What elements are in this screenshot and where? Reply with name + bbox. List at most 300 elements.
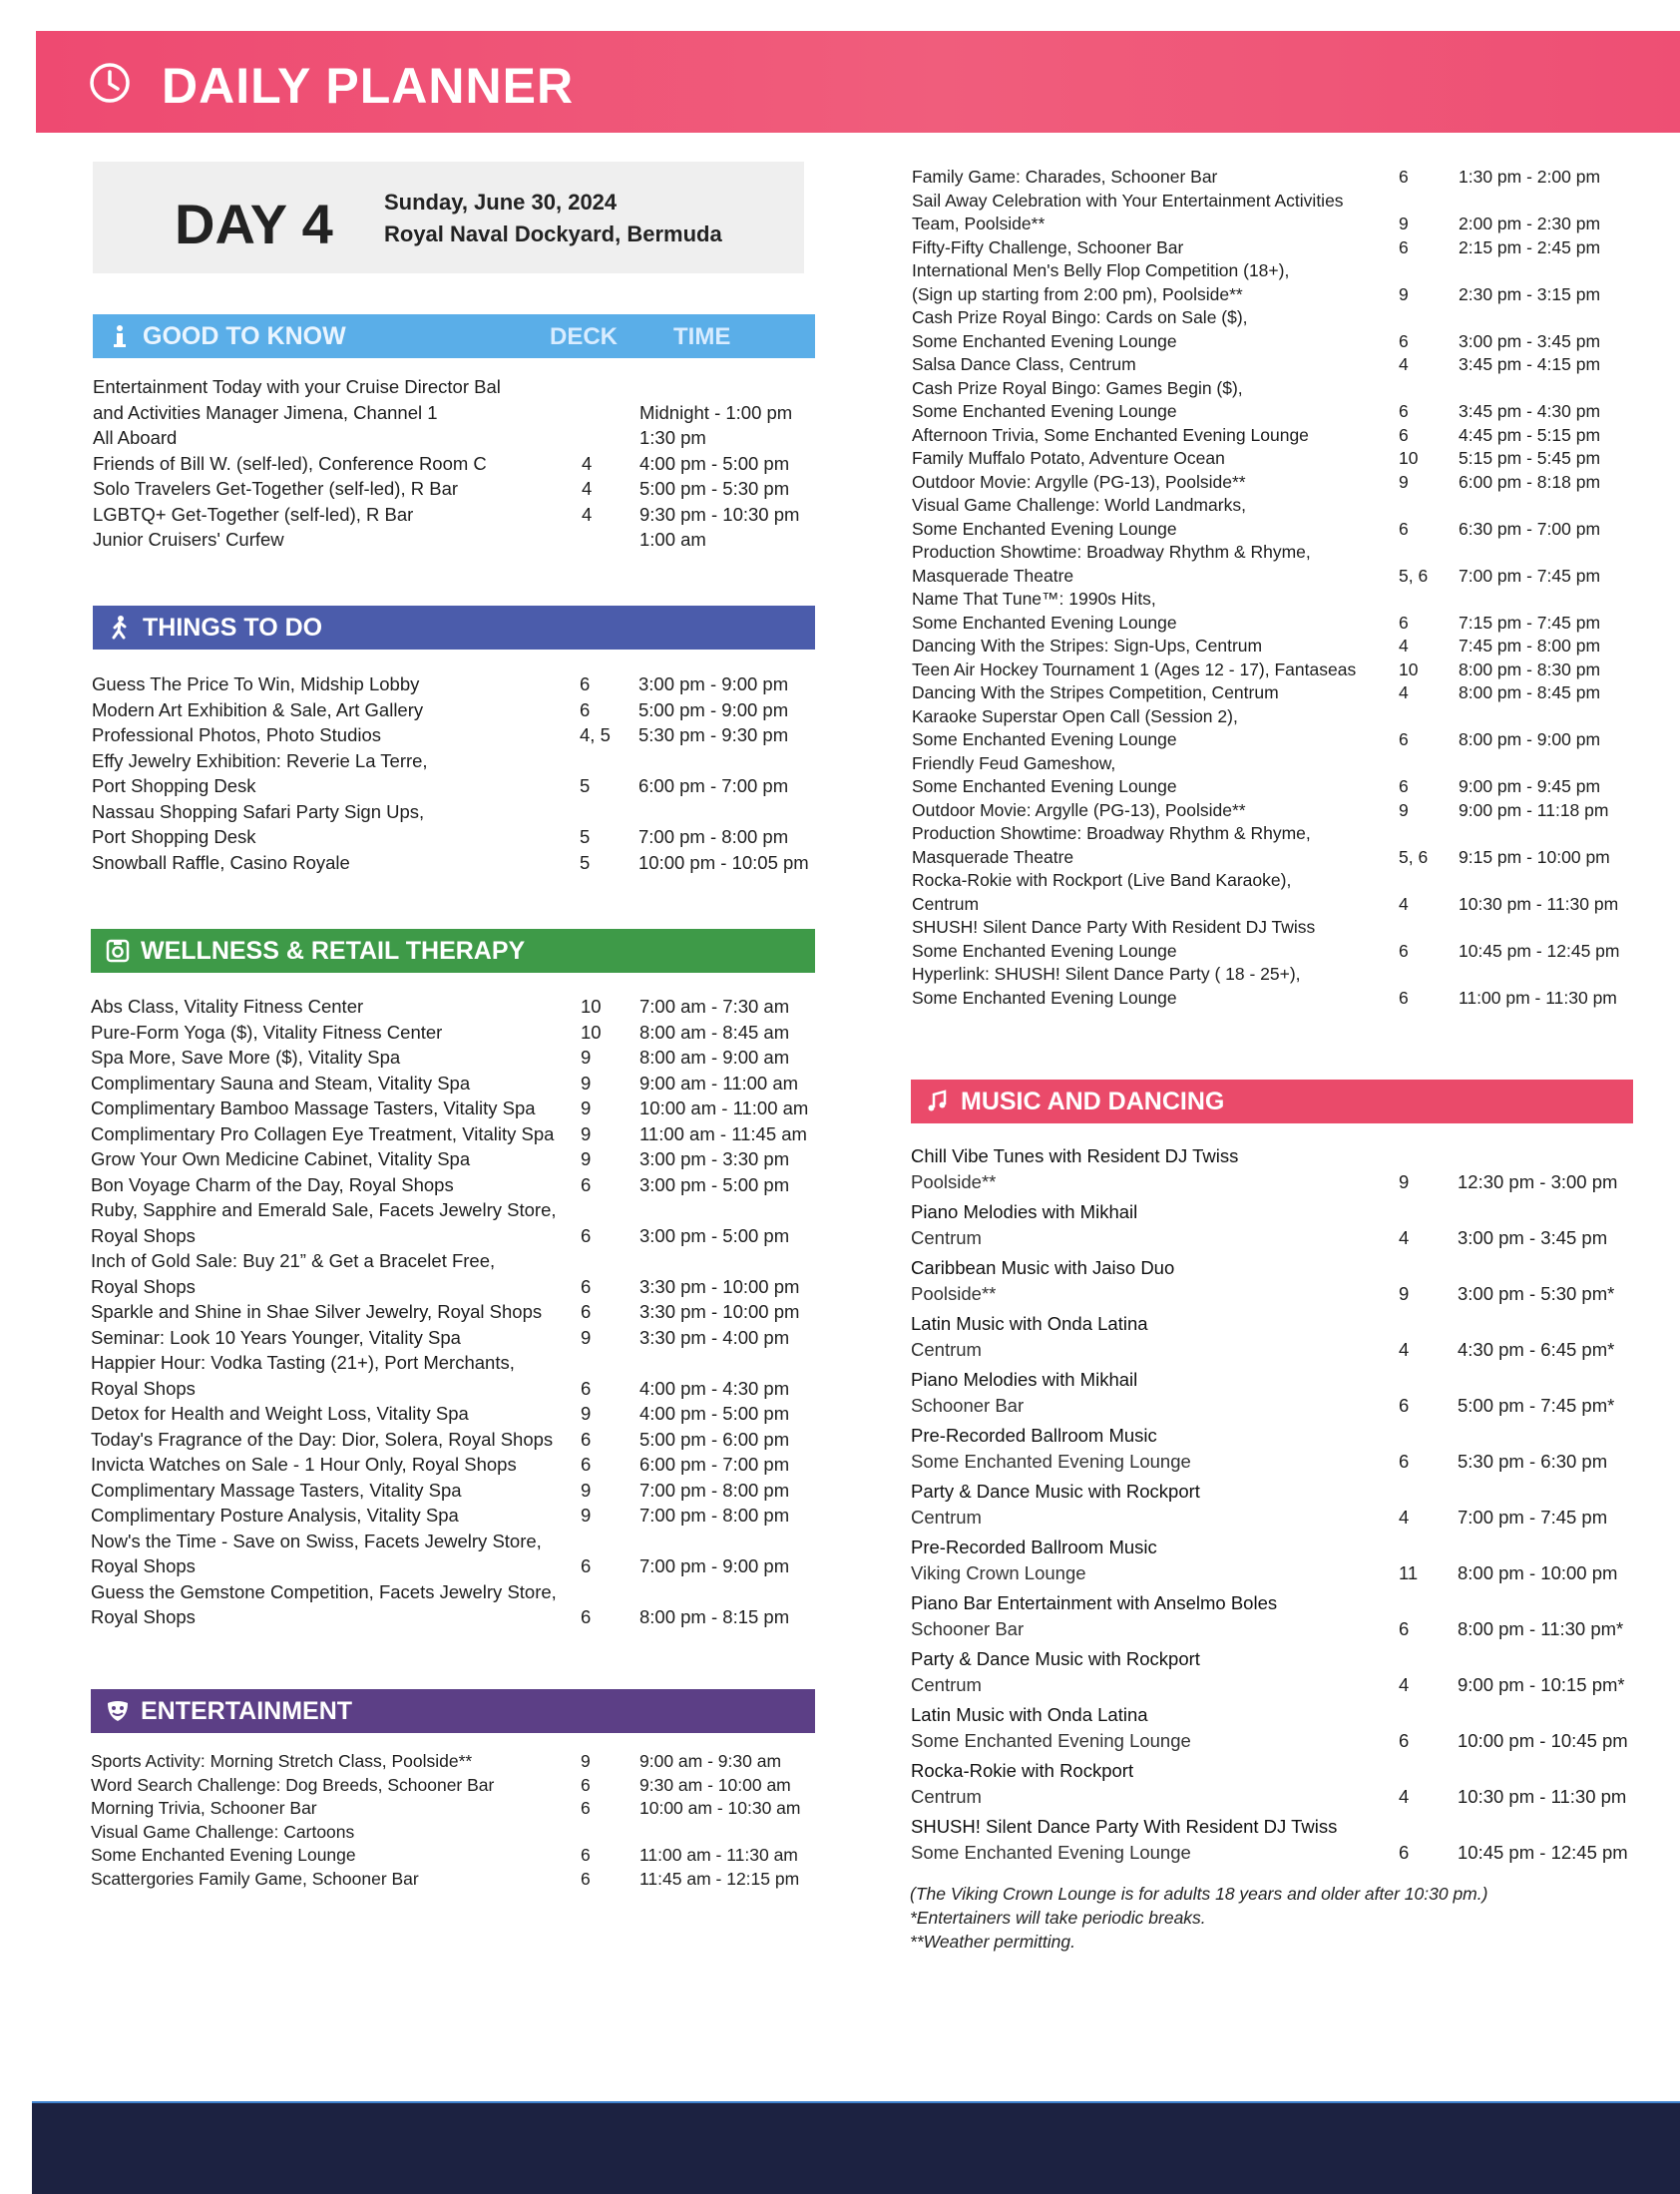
- schedule-row: [912, 471, 1630, 495]
- event-time: 10:45 pm - 12:45 pm: [1458, 1841, 1628, 1863]
- deck-number: 6: [581, 1606, 592, 1627]
- event-title: Cash Prize Royal Bingo: Games Begin ($),: [912, 377, 1243, 398]
- schedule-row: [92, 799, 814, 850]
- schedule-row: [911, 1758, 1633, 1809]
- deck-number: 9: [581, 1047, 592, 1068]
- clock-icon: [88, 61, 132, 105]
- schedule-row: [91, 1020, 815, 1046]
- schedule-row: [911, 1590, 1633, 1641]
- event-title: Dancing With the Stripes: Sign-Ups, Centrum: [912, 636, 1263, 656]
- event-title: Piano Bar Entertainment with Anselmo Boles: [911, 1592, 1278, 1613]
- event-location: Royal Shops: [91, 1377, 196, 1399]
- event-time: 10:45 pm - 12:45 pm: [1459, 940, 1620, 961]
- section-title: THINGS TO DO: [143, 613, 323, 642]
- event-time: 10:00 am - 10:30 am: [639, 1798, 801, 1818]
- deck-number: 4: [1399, 1673, 1410, 1695]
- event-time: 3:30 pm - 10:00 pm: [639, 1275, 800, 1297]
- event-title: Detox for Health and Weight Loss, Vitality Spa: [91, 1403, 469, 1424]
- schedule-row: [91, 1401, 815, 1427]
- deck-number: 9: [581, 1148, 592, 1169]
- schedule-row: [91, 1045, 815, 1071]
- event-time: 5:00 pm - 5:30 pm: [639, 478, 790, 499]
- event-time: 6:00 pm - 7:00 pm: [638, 775, 789, 796]
- event-location: Some Enchanted Evening Lounge: [912, 776, 1177, 796]
- deck-number: 6: [1399, 518, 1409, 539]
- schedule-row: [91, 1797, 815, 1821]
- deck-number: 9: [581, 1122, 592, 1144]
- event-location: Some Enchanted Evening Lounge: [911, 1841, 1191, 1863]
- event-title: Salsa Dance Class, Centrum: [912, 354, 1136, 374]
- event-title: Pre-Recorded Ballroom Music: [911, 1536, 1157, 1557]
- deck-number: 6: [581, 1774, 591, 1795]
- event-location: Schooner Bar: [911, 1394, 1025, 1416]
- day-date: Sunday, June 30, 2024: [384, 190, 618, 215]
- event-title: Rocka-Rokie with Rockport (Live Band Karaoke),: [912, 870, 1292, 890]
- event-location: Some Enchanted Evening Lounge: [912, 401, 1177, 421]
- deck-number: 6: [581, 1454, 592, 1475]
- schedule-row: [912, 259, 1630, 306]
- masks-icon: [105, 1698, 131, 1724]
- deck-number: 6: [1399, 167, 1409, 187]
- deck-number: 4: [582, 478, 593, 499]
- schedule-row: [911, 1255, 1633, 1306]
- event-time: 8:00 pm - 9:00 pm: [1459, 729, 1601, 749]
- event-location: Royal Shops: [91, 1224, 196, 1246]
- schedule-row: [92, 722, 814, 748]
- event-time: 8:00 am - 9:00 am: [639, 1047, 790, 1068]
- schedule-row: [911, 1814, 1633, 1865]
- schedule-row: [912, 588, 1630, 635]
- event-location: Masquerade Theatre: [912, 846, 1074, 867]
- event-title: Professional Photos, Photo Studios: [92, 724, 382, 745]
- schedule-row: [912, 424, 1630, 448]
- deck-number: 6: [581, 1377, 592, 1399]
- entertainment-list: [91, 1750, 815, 1891]
- event-time: 3:00 pm - 3:30 pm: [639, 1148, 790, 1169]
- day-number: DAY 4: [175, 193, 333, 255]
- deck-column-label: DECK: [550, 323, 619, 350]
- event-time: 8:00 pm - 8:45 pm: [1459, 682, 1601, 702]
- event-time: 5:30 pm - 9:30 pm: [638, 724, 789, 745]
- schedule-row: [912, 822, 1630, 869]
- event-title: Outdoor Movie: Argylle (PG-13), Poolside**: [912, 799, 1246, 820]
- event-title: Spa More, Save More ($), Vitality Spa: [91, 1047, 401, 1068]
- event-time: 2:00 pm - 2:30 pm: [1459, 214, 1601, 233]
- deck-number: 4: [1399, 354, 1409, 374]
- event-time: 10:30 pm - 11:30 pm: [1458, 1785, 1627, 1807]
- deck-number: 6: [581, 1428, 592, 1450]
- event-time: 3:45 pm - 4:15 pm: [1459, 354, 1601, 374]
- deck-number: 9: [581, 1326, 592, 1348]
- deck-number: 6: [1399, 940, 1409, 961]
- event-time: 11:45 am - 12:15 pm: [639, 1868, 800, 1889]
- event-title: Party & Dance Music with Rockport: [911, 1481, 1200, 1502]
- event-title: Friendly Feud Gameshow,: [912, 752, 1116, 773]
- event-title: Cash Prize Royal Bingo: Cards on Sale ($),: [912, 307, 1248, 327]
- event-title: Complimentary Sauna and Steam, Vitality Spa: [91, 1072, 471, 1094]
- deck-number: 6: [1399, 1729, 1410, 1751]
- event-time: 10:00 pm - 10:05 pm: [638, 851, 809, 873]
- deck-number: 9: [581, 1072, 592, 1094]
- event-title: Latin Music with Onda Latina: [911, 1704, 1148, 1725]
- event-title: Scattergories Family Game, Schooner Bar: [91, 1868, 419, 1889]
- deck-number: 9: [581, 1479, 592, 1501]
- schedule-row: [912, 752, 1630, 799]
- event-title: Chill Vibe Tunes with Resident DJ Twiss: [911, 1145, 1239, 1166]
- footnote: (The Viking Crown Lounge is for adults 18 years and older after 10:30 pm.): [910, 1884, 1488, 1904]
- schedule-row: [91, 994, 815, 1020]
- deck-number: 4: [1399, 682, 1409, 702]
- schedule-row: [912, 963, 1630, 1010]
- deck-number: 9: [1399, 1170, 1410, 1192]
- schedule-row: [911, 1423, 1633, 1474]
- event-location: Viking Crown Lounge: [911, 1561, 1086, 1583]
- deck-number: 6: [1399, 236, 1409, 257]
- schedule-row: [91, 1071, 815, 1097]
- event-time: 5:00 pm - 6:00 pm: [639, 1428, 790, 1450]
- schedule-row: [911, 1702, 1633, 1753]
- event-location: Port Shopping Desk: [92, 826, 256, 847]
- schedule-row: [91, 1503, 815, 1529]
- event-title: Fifty-Fifty Challenge, Schooner Bar: [912, 236, 1184, 257]
- deck-number: 4: [582, 503, 593, 525]
- schedule-row: [91, 1750, 815, 1774]
- header-banner: [36, 31, 1680, 133]
- event-time: 4:00 pm - 5:00 pm: [639, 1403, 790, 1424]
- schedule-row: [91, 1325, 815, 1351]
- schedule-row: [912, 705, 1630, 752]
- event-location: Royal Shops: [91, 1275, 196, 1297]
- things-to-do-list: [92, 671, 814, 875]
- event-title: Caribbean Music with Jaiso Duo: [911, 1257, 1175, 1278]
- deck-number: 6: [1399, 1394, 1410, 1416]
- deck-number: 10: [1399, 658, 1419, 679]
- schedule-row: [912, 916, 1630, 963]
- deck-number: 4: [1399, 1226, 1410, 1248]
- event-title: Guess the Gemstone Competition, Facets Jewelry Store,: [91, 1580, 557, 1602]
- footnotes: [910, 1882, 1487, 1954]
- event-time: 9:00 pm - 10:15 pm*: [1458, 1673, 1625, 1695]
- event-title: Piano Melodies with Mikhail: [911, 1369, 1138, 1390]
- event-title: Grow Your Own Medicine Cabinet, Vitality Spa: [91, 1148, 471, 1169]
- event-title: Seminar: Look 10 Years Younger, Vitality Spa: [91, 1326, 461, 1348]
- deck-number: 5: [580, 851, 591, 873]
- event-location: Some Enchanted Evening Lounge: [91, 1845, 356, 1865]
- info-icon: [107, 323, 133, 349]
- music-note-icon: [925, 1089, 951, 1114]
- schedule-row: [912, 494, 1630, 541]
- event-title: Solo Travelers Get-Together (self-led), R Bar: [93, 478, 459, 499]
- event-location: Team, Poolside**: [912, 214, 1046, 233]
- event-location: Centrum: [911, 1785, 982, 1807]
- deck-number: 6: [581, 1301, 592, 1322]
- event-title: Sail Away Celebration with Your Entertainment Activities: [912, 190, 1344, 211]
- deck-number: 6: [581, 1173, 592, 1195]
- deck-number: 9: [1399, 471, 1409, 492]
- footnote: *Entertainers will take periodic breaks.: [910, 1908, 1206, 1928]
- event-time: 7:00 pm - 7:45 pm: [1459, 565, 1601, 586]
- schedule-row: [91, 1299, 815, 1325]
- schedule-row: [912, 681, 1630, 705]
- event-title: Guess The Price To Win, Midship Lobby: [92, 673, 420, 694]
- event-time: 6:00 pm - 7:00 pm: [639, 1454, 790, 1475]
- event-time: 9:30 pm - 10:30 pm: [639, 503, 800, 525]
- event-time: 1:30 pm: [639, 427, 706, 448]
- entertainment-list-continued: [912, 166, 1630, 1010]
- schedule-row: [91, 1452, 815, 1478]
- event-time: 7:15 pm - 7:45 pm: [1459, 612, 1601, 633]
- event-title: Junior Cruisers' Curfew: [93, 529, 284, 550]
- schedule-row: [91, 1248, 815, 1299]
- deck-number: 6: [1399, 987, 1409, 1008]
- deck-number: 9: [1399, 283, 1409, 304]
- deck-number: 10: [581, 1021, 602, 1043]
- event-location: Masquerade Theatre: [912, 565, 1074, 586]
- event-title: Name That Tune™: 1990s Hits,: [912, 589, 1156, 609]
- event-time: 7:00 pm - 9:00 pm: [639, 1555, 790, 1576]
- deck-number: 10: [1399, 448, 1419, 468]
- schedule-row: [91, 1821, 815, 1868]
- event-location: Some Enchanted Evening Lounge: [912, 612, 1177, 633]
- event-time: 9:30 am - 10:00 am: [639, 1774, 791, 1795]
- event-time: 4:00 pm - 5:00 pm: [639, 452, 790, 474]
- event-time: 5:00 pm - 9:00 pm: [638, 698, 789, 720]
- event-title: Inch of Gold Sale: Buy 21” & Get a Bracelet Free,: [91, 1250, 496, 1271]
- event-location: Some Enchanted Evening Lounge: [912, 330, 1177, 351]
- deck-number: 4: [1399, 893, 1409, 914]
- deck-number: 6: [1399, 729, 1409, 749]
- event-time: 3:00 pm - 5:00 pm: [639, 1173, 790, 1195]
- event-title: Morning Trivia, Schooner Bar: [91, 1798, 317, 1818]
- event-title: Dancing With the Stripes Competition, Centrum: [912, 682, 1279, 702]
- event-title: Pre-Recorded Ballroom Music: [911, 1425, 1157, 1446]
- deck-number: 4: [1399, 1338, 1410, 1360]
- event-title: Entertainment Today with your Cruise Director Bal: [93, 376, 501, 397]
- event-title: Complimentary Pro Collagen Eye Treatment, Vitality Spa: [91, 1122, 555, 1144]
- deck-number: 9: [581, 1751, 591, 1771]
- schedule-row: [912, 447, 1630, 471]
- schedule-row: [93, 374, 815, 425]
- event-location: Some Enchanted Evening Lounge: [911, 1450, 1191, 1472]
- event-title: Latin Music with Onda Latina: [911, 1313, 1148, 1334]
- deck-number: 6: [580, 698, 591, 720]
- deck-number: 6: [580, 673, 591, 694]
- schedule-row: [92, 697, 814, 723]
- section-title: ENTERTAINMENT: [141, 1696, 353, 1725]
- event-time: 7:00 pm - 8:00 pm: [639, 1505, 790, 1526]
- schedule-row: [92, 850, 814, 876]
- event-title: Family Muffalo Potato, Adventure Ocean: [912, 448, 1225, 468]
- event-location: Centrum: [911, 1673, 982, 1695]
- event-title: Production Showtime: Broadway Rhythm & Rhyme,: [912, 542, 1311, 562]
- event-time: 10:00 am - 11:00 am: [639, 1097, 809, 1118]
- event-location: Schooner Bar: [911, 1617, 1025, 1639]
- event-title: Party & Dance Music with Rockport: [911, 1648, 1200, 1669]
- schedule-row: [912, 166, 1630, 190]
- event-time: 7:00 am - 7:30 am: [639, 996, 790, 1017]
- schedule-row: [912, 377, 1630, 424]
- event-title: SHUSH! Silent Dance Party With Resident DJ Twiss: [912, 917, 1316, 937]
- event-title: Complimentary Posture Analysis, Vitality Spa: [91, 1505, 459, 1526]
- event-time: 3:00 pm - 5:00 pm: [639, 1224, 790, 1246]
- event-location: Port Shopping Desk: [92, 775, 256, 796]
- schedule-row: [912, 635, 1630, 658]
- event-time: 7:00 pm - 8:00 pm: [638, 826, 789, 847]
- deck-number: 11: [1399, 1561, 1419, 1583]
- event-time: 8:00 pm - 8:15 pm: [639, 1606, 790, 1627]
- event-title: Piano Melodies with Mikhail: [911, 1201, 1138, 1222]
- event-time: 8:00 am - 8:45 am: [639, 1021, 790, 1043]
- event-title: Visual Game Challenge: World Landmarks,: [912, 495, 1246, 515]
- event-title: International Men's Belly Flop Competition (18+),: [912, 260, 1290, 280]
- event-time: 12:30 pm - 3:00 pm: [1458, 1170, 1618, 1192]
- schedule-row: [91, 1146, 815, 1172]
- deck-number: 5, 6: [1399, 565, 1429, 586]
- schedule-row: [911, 1479, 1633, 1530]
- event-title: Visual Game Challenge: Cartoons: [91, 1821, 355, 1842]
- camera-icon: [105, 938, 131, 964]
- deck-number: 9: [581, 1505, 592, 1526]
- schedule-row: [91, 1427, 815, 1453]
- event-time: 2:15 pm - 2:45 pm: [1459, 236, 1601, 257]
- event-time: 2:30 pm - 3:15 pm: [1459, 283, 1601, 304]
- event-title: Nassau Shopping Safari Party Sign Ups,: [92, 800, 425, 822]
- event-time: 11:00 pm - 11:30 pm: [1459, 987, 1617, 1008]
- schedule-row: [93, 451, 815, 477]
- schedule-row: [93, 527, 815, 553]
- event-time: 8:00 pm - 10:00 pm: [1458, 1561, 1618, 1583]
- event-time: 3:00 pm - 3:45 pm: [1458, 1226, 1608, 1248]
- deck-number: 6: [1399, 776, 1409, 796]
- event-title: Family Game: Charades, Schooner Bar: [912, 167, 1218, 187]
- event-title: Today's Fragrance of the Day: Dior, Solera, Royal Shops: [91, 1428, 554, 1450]
- event-time: 1:30 pm - 2:00 pm: [1459, 167, 1601, 187]
- deck-number: 6: [581, 1868, 591, 1889]
- event-location: Centrum: [912, 893, 980, 914]
- event-location: Some Enchanted Evening Lounge: [912, 729, 1177, 749]
- schedule-row: [91, 1096, 815, 1121]
- schedule-row: [911, 1143, 1633, 1194]
- event-title: Production Showtime: Broadway Rhythm & Rhyme,: [912, 823, 1311, 843]
- event-time: 5:00 pm - 7:45 pm*: [1458, 1394, 1615, 1416]
- schedule-row: [911, 1311, 1633, 1362]
- deck-number: 6: [1399, 424, 1409, 445]
- schedule-row: [912, 306, 1630, 353]
- event-title: Sparkle and Shine in Shae Silver Jewelry, Royal Shops: [91, 1301, 543, 1322]
- event-time: 10:00 pm - 10:45 pm: [1458, 1729, 1628, 1751]
- event-title: Now's the Time - Save on Swiss, Facets Jewelry Store,: [91, 1530, 542, 1551]
- event-time: 9:15 pm - 10:00 pm: [1459, 846, 1610, 867]
- event-time: 3:00 pm - 9:00 pm: [638, 673, 789, 694]
- event-time: 9:00 am - 11:00 am: [639, 1072, 799, 1094]
- event-time: 8:00 pm - 8:30 pm: [1459, 658, 1601, 679]
- deck-number: 6: [581, 1845, 591, 1865]
- deck-number: 4: [1399, 1506, 1410, 1528]
- schedule-row: [912, 353, 1630, 377]
- schedule-row: [93, 425, 815, 451]
- wellness-list: [91, 994, 815, 1630]
- schedule-row: [91, 1350, 815, 1401]
- event-time: Midnight - 1:00 pm: [639, 401, 793, 423]
- deck-number: 6: [1399, 1617, 1410, 1639]
- event-title: Afternoon Trivia, Some Enchanted Evening Lounge: [912, 424, 1309, 445]
- event-location: Centrum: [911, 1338, 982, 1360]
- event-location: Royal Shops: [91, 1555, 196, 1576]
- event-time: 7:00 pm - 7:45 pm: [1458, 1506, 1608, 1528]
- event-time: 11:00 am - 11:30 am: [639, 1845, 798, 1865]
- deck-number: 4: [1399, 1785, 1410, 1807]
- event-title: Complimentary Bamboo Massage Tasters, Vitality Spa: [91, 1097, 536, 1118]
- schedule-row: [912, 541, 1630, 588]
- event-time: 3:45 pm - 4:30 pm: [1459, 401, 1601, 421]
- event-title: Outdoor Movie: Argylle (PG-13), Poolside**: [912, 471, 1246, 492]
- event-time: 9:00 pm - 11:18 pm: [1459, 799, 1609, 820]
- event-title: Snowball Raffle, Casino Royale: [92, 851, 350, 873]
- deck-number: 5: [580, 826, 591, 847]
- schedule-row: [93, 502, 815, 528]
- event-time: 1:00 am: [639, 529, 706, 550]
- schedule-row: [911, 1535, 1633, 1585]
- deck-number: 4, 5: [580, 724, 611, 745]
- schedule-row: [912, 869, 1630, 916]
- deck-number: 6: [1399, 612, 1409, 633]
- footer-bar: [32, 2103, 1680, 2194]
- deck-number: 6: [1399, 1450, 1410, 1472]
- event-title: Modern Art Exhibition & Sale, Art Gallery: [92, 698, 424, 720]
- event-location: Centrum: [911, 1226, 982, 1248]
- deck-number: 9: [581, 1403, 592, 1424]
- event-title: Hyperlink: SHUSH! Silent Dance Party ( 18 - 25+),: [912, 964, 1301, 984]
- music-list: [911, 1143, 1633, 1870]
- event-title: Bon Voyage Charm of the Day, Royal Shops: [91, 1173, 454, 1195]
- deck-number: 6: [1399, 330, 1409, 351]
- deck-number: 6: [581, 1798, 591, 1818]
- deck-number: 6: [1399, 1841, 1410, 1863]
- schedule-row: [92, 748, 814, 799]
- deck-number: 6: [581, 1275, 592, 1297]
- schedule-row: [91, 1172, 815, 1198]
- event-title: Karaoke Superstar Open Call (Session 2),: [912, 705, 1238, 726]
- event-title: Rocka-Rokie with Rockport: [911, 1760, 1134, 1781]
- page-title: DAILY PLANNER: [162, 58, 575, 114]
- deck-number: 6: [581, 1555, 592, 1576]
- event-time: 9:00 pm - 9:45 pm: [1459, 776, 1601, 796]
- event-time: 3:30 pm - 4:00 pm: [639, 1326, 790, 1348]
- event-time: 4:00 pm - 4:30 pm: [639, 1377, 790, 1399]
- event-location: and Activities Manager Jimena, Channel 1: [93, 401, 438, 423]
- event-time: 4:45 pm - 5:15 pm: [1459, 424, 1601, 445]
- section-header-things-to-do: [93, 606, 815, 650]
- schedule-row: [91, 1868, 815, 1892]
- event-title: Complimentary Massage Tasters, Vitality Spa: [91, 1479, 462, 1501]
- deck-number: 9: [1399, 799, 1409, 820]
- event-location: Some Enchanted Evening Lounge: [912, 518, 1177, 539]
- event-title: Friends of Bill W. (self-led), Conference Room C: [93, 452, 487, 474]
- event-title: LGBTQ+ Get-Together (self-led), R Bar: [93, 503, 414, 525]
- deck-number: 5: [580, 775, 591, 796]
- event-time: 5:15 pm - 5:45 pm: [1459, 448, 1601, 468]
- footnote: **Weather permitting.: [910, 1932, 1076, 1952]
- event-title: All Aboard: [93, 427, 178, 448]
- schedule-row: [93, 476, 815, 502]
- section-header-good-to-know: [93, 314, 815, 358]
- schedule-row: [91, 1579, 815, 1630]
- deck-number: 10: [581, 996, 602, 1017]
- section-header-entertainment: [91, 1689, 815, 1733]
- section-header-music: [911, 1080, 1633, 1123]
- deck-number: 9: [1399, 214, 1409, 233]
- event-location: Poolside**: [911, 1170, 997, 1192]
